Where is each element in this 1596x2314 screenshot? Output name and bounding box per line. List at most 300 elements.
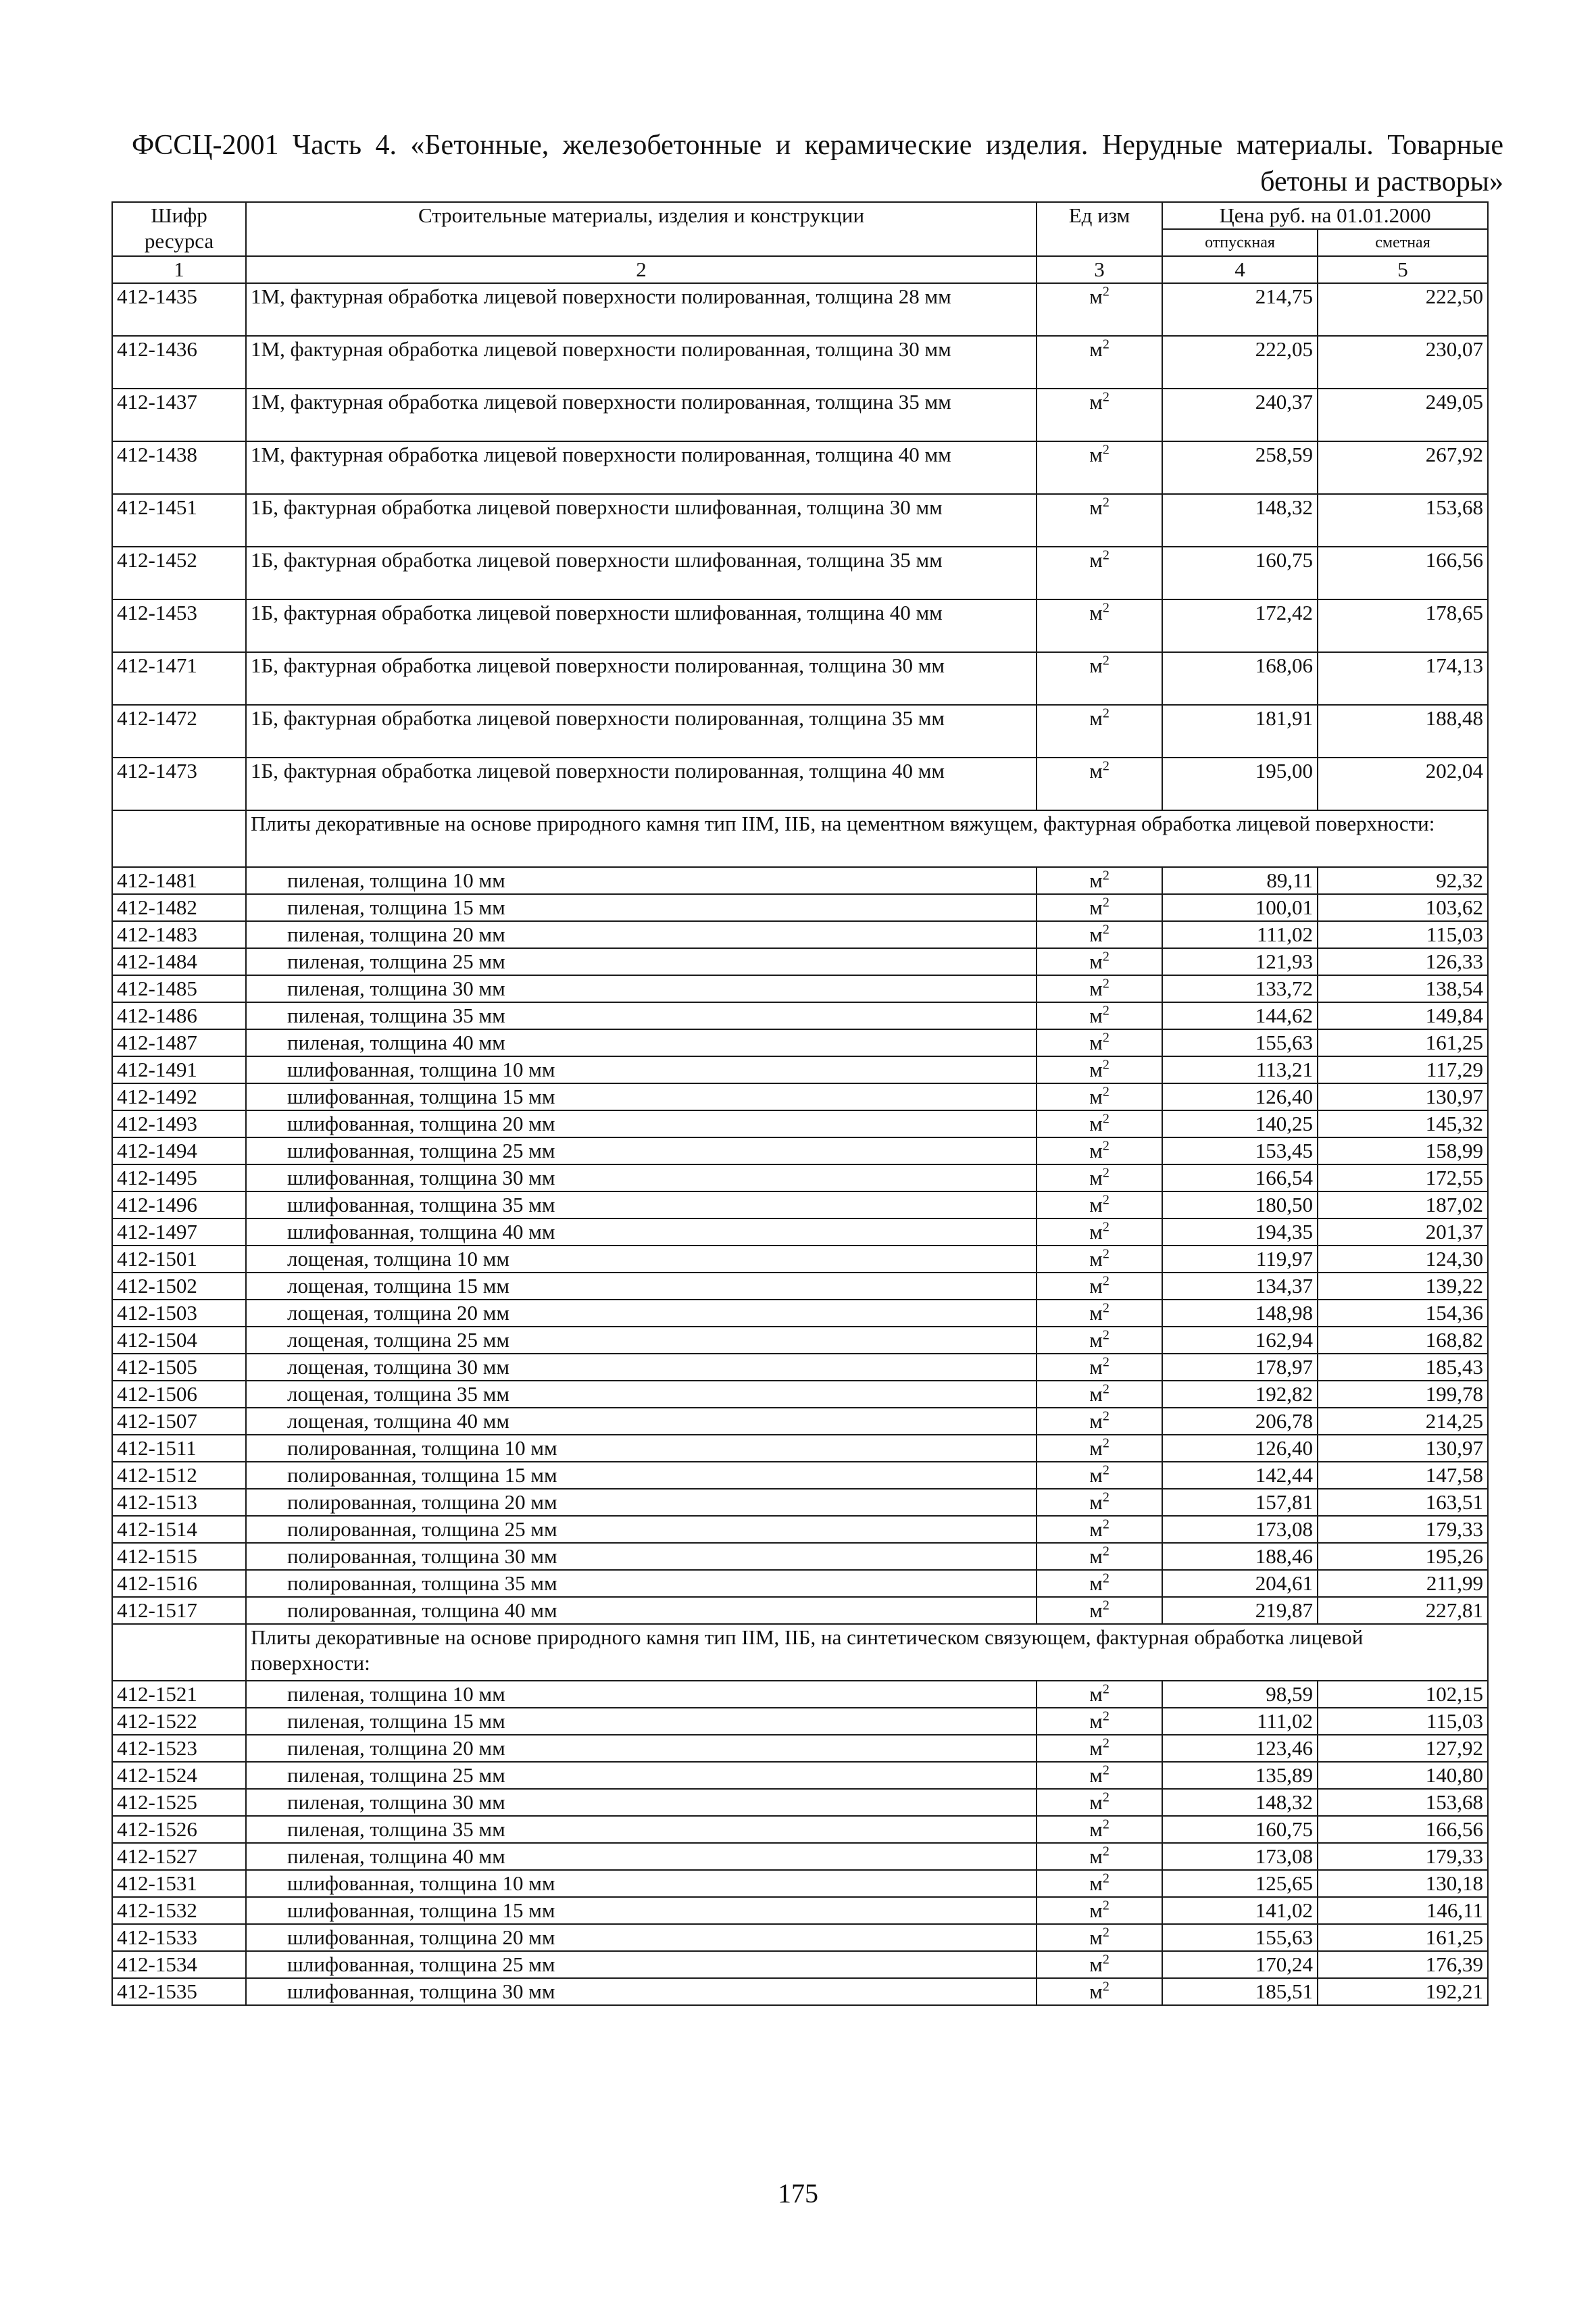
table-row — [112, 1246, 1488, 1273]
unit: м — [1089, 1139, 1103, 1162]
estimate-price: 185,43 — [1318, 1354, 1488, 1381]
material-name: пиленая, толщина 15 мм — [246, 1708, 1037, 1735]
estimate-price: 145,32 — [1318, 1110, 1488, 1137]
resource-code: 412-1535 — [112, 1978, 246, 2005]
material-name: лощеная, толщина 30 мм — [246, 1354, 1037, 1381]
estimate-price: 146,11 — [1318, 1897, 1488, 1924]
release-price: 180,50 — [1162, 1191, 1318, 1218]
section-code-cell — [112, 810, 246, 867]
unit: м — [1089, 895, 1103, 919]
unit: м — [1089, 285, 1103, 308]
resource-code: 412-1524 — [112, 1762, 246, 1789]
material-name: 1Б, фактурная обработка лицевой поверхности полированная, толщина 30 мм — [246, 652, 1037, 705]
unit: м — [1089, 706, 1103, 730]
material-name: пиленая, толщина 25 мм — [246, 1762, 1037, 1789]
resource-code: 412-1495 — [112, 1164, 246, 1191]
release-price: 123,46 — [1162, 1735, 1318, 1762]
material-name: шлифованная, толщина 30 мм — [246, 1978, 1037, 2005]
material-name: шлифованная, толщина 35 мм — [246, 1191, 1037, 1218]
estimate-price: 192,21 — [1318, 1978, 1488, 2005]
estimate-price: 174,13 — [1318, 652, 1488, 705]
table-row — [112, 1708, 1488, 1735]
unit: м — [1089, 1355, 1103, 1379]
material-name: шлифованная, толщина 40 мм — [246, 1218, 1037, 1246]
estimate-price: 195,26 — [1318, 1543, 1488, 1570]
estimate-price: 147,58 — [1318, 1462, 1488, 1489]
unit: м — [1089, 1682, 1103, 1706]
resource-code: 412-1503 — [112, 1300, 246, 1327]
unit-cell: $м^2$ — [1037, 948, 1162, 975]
table-row — [112, 1570, 1488, 1597]
estimate-price: 187,02 — [1318, 1191, 1488, 1218]
release-price: 162,94 — [1162, 1327, 1318, 1354]
unit: м — [1089, 1274, 1103, 1298]
estimate-price: 166,56 — [1318, 547, 1488, 599]
price-table — [111, 201, 1489, 2006]
material-name: шлифованная, толщина 20 мм — [246, 1924, 1037, 1951]
table-row — [112, 1083, 1488, 1110]
release-price: 113,21 — [1162, 1056, 1318, 1083]
unit: м — [1089, 1247, 1103, 1271]
estimate-price: 227,81 — [1318, 1597, 1488, 1624]
release-price: 206,78 — [1162, 1408, 1318, 1435]
material-name: 1М, фактурная обработка лицевой поверхности полированная, толщина 35 мм — [246, 389, 1037, 441]
release-price: 155,63 — [1162, 1924, 1318, 1951]
release-price: 98,59 — [1162, 1681, 1318, 1708]
table-row — [112, 894, 1488, 921]
table-row — [112, 758, 1488, 810]
unit: м — [1089, 1085, 1103, 1108]
material-name: полированная, толщина 15 мм — [246, 1462, 1037, 1489]
estimate-price: 201,37 — [1318, 1218, 1488, 1246]
estimate-price: 138,54 — [1318, 975, 1488, 1002]
material-name: шлифованная, толщина 30 мм — [246, 1164, 1037, 1191]
unit: м — [1089, 977, 1103, 1000]
estimate-price: 130,18 — [1318, 1870, 1488, 1897]
unit-cell: $м^2$ — [1037, 1218, 1162, 1246]
resource-code: 412-1512 — [112, 1462, 246, 1489]
unit: м — [1089, 1490, 1103, 1514]
resource-code: 412-1534 — [112, 1951, 246, 1978]
resource-code: 412-1521 — [112, 1681, 246, 1708]
release-price: 126,40 — [1162, 1435, 1318, 1462]
release-price: 170,24 — [1162, 1951, 1318, 1978]
unit-cell: $м^2$ — [1037, 1897, 1162, 1924]
unit-cell: $м^2$ — [1037, 1056, 1162, 1083]
col-header-code: Шифр ресурса — [112, 202, 246, 256]
unit-cell: $м^2$ — [1037, 1708, 1162, 1735]
material-name: шлифованная, толщина 10 мм — [246, 1056, 1037, 1083]
material-name: пиленая, толщина 20 мм — [246, 921, 1037, 948]
section-row — [112, 1624, 1488, 1681]
col-header-name: Строительные материалы, изделия и конструкции — [246, 202, 1037, 256]
unit-cell: $м^2$ — [1037, 1489, 1162, 1516]
resource-code: 412-1516 — [112, 1570, 246, 1597]
estimate-price: 153,68 — [1318, 494, 1488, 547]
resource-code: 412-1438 — [112, 441, 246, 494]
release-price: 134,37 — [1162, 1273, 1318, 1300]
resource-code: 412-1494 — [112, 1137, 246, 1164]
unit: м — [1089, 1463, 1103, 1487]
unit: м — [1089, 1301, 1103, 1325]
col-header-price: Цена руб. на 01.01.2000 — [1162, 202, 1488, 229]
table-row — [112, 494, 1488, 547]
resource-code: 412-1481 — [112, 867, 246, 894]
release-price: 204,61 — [1162, 1570, 1318, 1597]
estimate-price: 126,33 — [1318, 948, 1488, 975]
unit: м — [1089, 1220, 1103, 1244]
estimate-price: 178,65 — [1318, 599, 1488, 652]
table-row — [112, 1381, 1488, 1408]
release-price: 194,35 — [1162, 1218, 1318, 1246]
column-number: 5 — [1318, 256, 1488, 283]
estimate-price: 172,55 — [1318, 1164, 1488, 1191]
material-name: шлифованная, толщина 10 мм — [246, 1870, 1037, 1897]
material-name: лощеная, толщина 35 мм — [246, 1381, 1037, 1408]
material-name: полированная, толщина 40 мм — [246, 1597, 1037, 1624]
estimate-price: 211,99 — [1318, 1570, 1488, 1597]
unit-cell: $м^2$ — [1037, 867, 1162, 894]
estimate-price: 139,22 — [1318, 1273, 1488, 1300]
material-name: пиленая, толщина 30 мм — [246, 975, 1037, 1002]
unit: м — [1089, 1844, 1103, 1868]
material-name: полированная, толщина 25 мм — [246, 1516, 1037, 1543]
unit-cell: $м^2$ — [1037, 336, 1162, 389]
release-price: 125,65 — [1162, 1870, 1318, 1897]
release-price: 160,75 — [1162, 1816, 1318, 1843]
section-row — [112, 810, 1488, 867]
table-row — [112, 1110, 1488, 1137]
unit: м — [1089, 1709, 1103, 1733]
table-row — [112, 1897, 1488, 1924]
material-name: шлифованная, толщина 15 мм — [246, 1897, 1037, 1924]
unit-cell: $м^2$ — [1037, 1300, 1162, 1327]
release-price: 126,40 — [1162, 1083, 1318, 1110]
unit: м — [1089, 1517, 1103, 1541]
resource-code: 412-1437 — [112, 389, 246, 441]
unit-cell: $м^2$ — [1037, 1137, 1162, 1164]
column-number-row — [112, 256, 1488, 283]
material-name: 1Б, фактурная обработка лицевой поверхности шлифованная, толщина 40 мм — [246, 599, 1037, 652]
unit-cell: $м^2$ — [1037, 1164, 1162, 1191]
unit-cell: $м^2$ — [1037, 1543, 1162, 1570]
resource-code: 412-1435 — [112, 283, 246, 336]
table-row — [112, 1354, 1488, 1381]
resource-code: 412-1492 — [112, 1083, 246, 1110]
material-name: 1М, фактурная обработка лицевой поверхности полированная, толщина 30 мм — [246, 336, 1037, 389]
estimate-price: 103,62 — [1318, 894, 1488, 921]
unit: м — [1089, 601, 1103, 624]
material-name: 1Б, фактурная обработка лицевой поверхности шлифованная, толщина 30 мм — [246, 494, 1037, 547]
material-name: 1Б, фактурная обработка лицевой поверхности шлифованная, толщина 35 мм — [246, 547, 1037, 599]
unit-cell: $м^2$ — [1037, 1408, 1162, 1435]
unit: м — [1089, 1952, 1103, 1976]
table-row — [112, 948, 1488, 975]
unit-cell: $м^2$ — [1037, 705, 1162, 758]
resource-code: 412-1484 — [112, 948, 246, 975]
estimate-price: 163,51 — [1318, 1489, 1488, 1516]
unit: м — [1089, 1871, 1103, 1895]
resource-code: 412-1472 — [112, 705, 246, 758]
material-name: полированная, толщина 35 мм — [246, 1570, 1037, 1597]
table-row — [112, 1408, 1488, 1435]
table-row — [112, 1735, 1488, 1762]
unit: м — [1089, 1031, 1103, 1054]
release-price: 185,51 — [1162, 1978, 1318, 2005]
estimate-price: 140,80 — [1318, 1762, 1488, 1789]
unit-cell: $м^2$ — [1037, 283, 1162, 336]
unit-cell: $м^2$ — [1037, 1381, 1162, 1408]
resource-code: 412-1507 — [112, 1408, 246, 1435]
unit-cell: $м^2$ — [1037, 1978, 1162, 2005]
table-header-row — [112, 202, 1488, 229]
table-row — [112, 1597, 1488, 1624]
resource-code: 412-1522 — [112, 1708, 246, 1735]
estimate-price: 130,97 — [1318, 1435, 1488, 1462]
table-row — [112, 1273, 1488, 1300]
unit: м — [1089, 1763, 1103, 1787]
unit-cell: $м^2$ — [1037, 921, 1162, 948]
material-name: пиленая, толщина 35 мм — [246, 1816, 1037, 1843]
unit-cell: $м^2$ — [1037, 389, 1162, 441]
estimate-price: 115,03 — [1318, 921, 1488, 948]
table-row — [112, 1002, 1488, 1029]
release-price: 155,63 — [1162, 1029, 1318, 1056]
unit-cell: $м^2$ — [1037, 1083, 1162, 1110]
unit-cell: $м^2$ — [1037, 1191, 1162, 1218]
estimate-price: 124,30 — [1318, 1246, 1488, 1273]
column-number: 4 — [1162, 256, 1318, 283]
release-price: 148,98 — [1162, 1300, 1318, 1327]
resource-code: 412-1493 — [112, 1110, 246, 1137]
col-header-estimate: сметная — [1318, 229, 1488, 256]
resource-code: 412-1473 — [112, 758, 246, 810]
table-row — [112, 1300, 1488, 1327]
unit: м — [1089, 868, 1103, 892]
material-name: шлифованная, толщина 25 мм — [246, 1951, 1037, 1978]
resource-code: 412-1485 — [112, 975, 246, 1002]
unit: м — [1089, 1817, 1103, 1841]
table-row — [112, 1164, 1488, 1191]
table-row — [112, 1789, 1488, 1816]
table-row — [112, 1516, 1488, 1543]
material-name: пиленая, толщина 25 мм — [246, 948, 1037, 975]
column-number: 1 — [112, 256, 246, 283]
unit-cell: $м^2$ — [1037, 1462, 1162, 1489]
resource-code: 412-1506 — [112, 1381, 246, 1408]
table-row — [112, 336, 1488, 389]
resource-code: 412-1491 — [112, 1056, 246, 1083]
resource-code: 412-1523 — [112, 1735, 246, 1762]
estimate-price: 202,04 — [1318, 758, 1488, 810]
table-row — [112, 1816, 1488, 1843]
material-name: пиленая, толщина 40 мм — [246, 1029, 1037, 1056]
table-row — [112, 1435, 1488, 1462]
estimate-price: 166,56 — [1318, 1816, 1488, 1843]
table-row — [112, 1951, 1488, 1978]
unit: м — [1089, 337, 1103, 361]
release-price: 89,11 — [1162, 867, 1318, 894]
resource-code: 412-1501 — [112, 1246, 246, 1273]
estimate-price: 153,68 — [1318, 1789, 1488, 1816]
unit-cell: $м^2$ — [1037, 652, 1162, 705]
material-name: лощеная, толщина 20 мм — [246, 1300, 1037, 1327]
material-name: 1Б, фактурная обработка лицевой поверхности полированная, толщина 35 мм — [246, 705, 1037, 758]
resource-code: 412-1504 — [112, 1327, 246, 1354]
table-row — [112, 1870, 1488, 1897]
unit: м — [1089, 1598, 1103, 1622]
unit-cell: $м^2$ — [1037, 1570, 1162, 1597]
unit: м — [1089, 1736, 1103, 1760]
resource-code: 412-1514 — [112, 1516, 246, 1543]
resource-code: 412-1533 — [112, 1924, 246, 1951]
resource-code: 412-1453 — [112, 599, 246, 652]
unit: м — [1089, 1571, 1103, 1595]
unit-cell: $м^2$ — [1037, 1789, 1162, 1816]
material-name: лощеная, толщина 15 мм — [246, 1273, 1037, 1300]
material-name: 1Б, фактурная обработка лицевой поверхности полированная, толщина 40 мм — [246, 758, 1037, 810]
estimate-price: 115,03 — [1318, 1708, 1488, 1735]
release-price: 188,46 — [1162, 1543, 1318, 1570]
release-price: 192,82 — [1162, 1381, 1318, 1408]
unit-cell: $м^2$ — [1037, 1597, 1162, 1624]
unit: м — [1089, 443, 1103, 466]
unit: м — [1089, 1925, 1103, 1949]
unit: м — [1089, 495, 1103, 519]
estimate-price: 222,50 — [1318, 283, 1488, 336]
unit: м — [1089, 1193, 1103, 1216]
resource-code: 412-1471 — [112, 652, 246, 705]
material-name: 1М, фактурная обработка лицевой поверхности полированная, толщина 40 мм — [246, 441, 1037, 494]
estimate-price: 249,05 — [1318, 389, 1488, 441]
estimate-price: 176,39 — [1318, 1951, 1488, 1978]
resource-code: 412-1511 — [112, 1435, 246, 1462]
release-price: 195,00 — [1162, 758, 1318, 810]
table-row — [112, 921, 1488, 948]
estimate-price: 214,25 — [1318, 1408, 1488, 1435]
material-name: шлифованная, толщина 25 мм — [246, 1137, 1037, 1164]
unit: м — [1089, 654, 1103, 677]
release-price: 133,72 — [1162, 975, 1318, 1002]
release-price: 141,02 — [1162, 1897, 1318, 1924]
resource-code: 412-1527 — [112, 1843, 246, 1870]
unit-cell: $м^2$ — [1037, 1029, 1162, 1056]
table-row — [112, 1191, 1488, 1218]
section-title: Плиты декоративные на основе природного камня тип IIМ, IIБ, на синтетическом связующем, фактурная обработка лицевой поверхности: — [246, 1624, 1488, 1681]
release-price: 140,25 — [1162, 1110, 1318, 1137]
release-price: 173,08 — [1162, 1843, 1318, 1870]
unit: м — [1089, 1382, 1103, 1406]
unit-cell: $м^2$ — [1037, 1762, 1162, 1789]
estimate-price: 161,25 — [1318, 1029, 1488, 1056]
table-row — [112, 389, 1488, 441]
resource-code: 412-1526 — [112, 1816, 246, 1843]
material-name: 1М, фактурная обработка лицевой поверхности полированная, толщина 28 мм — [246, 283, 1037, 336]
estimate-price: 267,92 — [1318, 441, 1488, 494]
release-price: 181,91 — [1162, 705, 1318, 758]
section-code-cell — [112, 1624, 246, 1681]
unit-cell: $м^2$ — [1037, 1816, 1162, 1843]
unit-cell: $м^2$ — [1037, 1516, 1162, 1543]
estimate-price: 161,25 — [1318, 1924, 1488, 1951]
unit-cell: $м^2$ — [1037, 1843, 1162, 1870]
material-name: пиленая, толщина 15 мм — [246, 894, 1037, 921]
table-row — [112, 1978, 1488, 2005]
resource-code: 412-1502 — [112, 1273, 246, 1300]
material-name: пиленая, толщина 20 мм — [246, 1735, 1037, 1762]
release-price: 153,45 — [1162, 1137, 1318, 1164]
table-row — [112, 867, 1488, 894]
unit-cell: $м^2$ — [1037, 758, 1162, 810]
unit: м — [1089, 950, 1103, 973]
col-header-unit: Ед изм — [1037, 202, 1162, 256]
material-name: пиленая, толщина 10 мм — [246, 867, 1037, 894]
estimate-price: 130,97 — [1318, 1083, 1488, 1110]
material-name: пиленая, толщина 40 мм — [246, 1843, 1037, 1870]
unit-cell: $м^2$ — [1037, 1681, 1162, 1708]
table-row — [112, 441, 1488, 494]
resource-code: 412-1451 — [112, 494, 246, 547]
table-row — [112, 1843, 1488, 1870]
release-price: 258,59 — [1162, 441, 1318, 494]
estimate-price: 117,29 — [1318, 1056, 1488, 1083]
table-row — [112, 1327, 1488, 1354]
resource-code: 412-1517 — [112, 1597, 246, 1624]
estimate-price: 199,78 — [1318, 1381, 1488, 1408]
column-number: 2 — [246, 256, 1037, 283]
col-header-release: отпускная — [1162, 229, 1318, 256]
table-row — [112, 975, 1488, 1002]
page-number: 175 — [778, 2178, 818, 2209]
resource-code: 412-1497 — [112, 1218, 246, 1246]
estimate-price: 149,84 — [1318, 1002, 1488, 1029]
material-name: пиленая, толщина 30 мм — [246, 1789, 1037, 1816]
unit: м — [1089, 1166, 1103, 1189]
table-row — [112, 1681, 1488, 1708]
material-name: полированная, толщина 30 мм — [246, 1543, 1037, 1570]
unit: м — [1089, 548, 1103, 572]
table-row — [112, 1924, 1488, 1951]
section-title: Плиты декоративные на основе природного камня тип IIМ, IIБ, на цементном вяжущем, фактурная обработка лицевой поверхности: — [246, 810, 1488, 867]
unit-cell: $м^2$ — [1037, 1246, 1162, 1273]
unit: м — [1089, 1328, 1103, 1352]
unit: м — [1089, 1112, 1103, 1135]
estimate-price: 92,32 — [1318, 867, 1488, 894]
resource-code: 412-1487 — [112, 1029, 246, 1056]
release-price: 214,75 — [1162, 283, 1318, 336]
unit: м — [1089, 1436, 1103, 1460]
resource-code: 412-1486 — [112, 1002, 246, 1029]
table-row — [112, 705, 1488, 758]
estimate-price: 168,82 — [1318, 1327, 1488, 1354]
estimate-price: 154,36 — [1318, 1300, 1488, 1327]
unit-cell: $м^2$ — [1037, 1354, 1162, 1381]
unit: м — [1089, 1979, 1103, 2003]
estimate-price: 127,92 — [1318, 1735, 1488, 1762]
unit: м — [1089, 759, 1103, 783]
estimate-price: 102,15 — [1318, 1681, 1488, 1708]
resource-code: 412-1483 — [112, 921, 246, 948]
unit-cell: $м^2$ — [1037, 1273, 1162, 1300]
release-price: 148,32 — [1162, 1789, 1318, 1816]
release-price: 222,05 — [1162, 336, 1318, 389]
unit-cell: $м^2$ — [1037, 441, 1162, 494]
resource-code: 412-1436 — [112, 336, 246, 389]
table-row — [112, 1489, 1488, 1516]
unit-cell: $м^2$ — [1037, 547, 1162, 599]
table-row — [112, 1462, 1488, 1489]
resource-code: 412-1525 — [112, 1789, 246, 1816]
